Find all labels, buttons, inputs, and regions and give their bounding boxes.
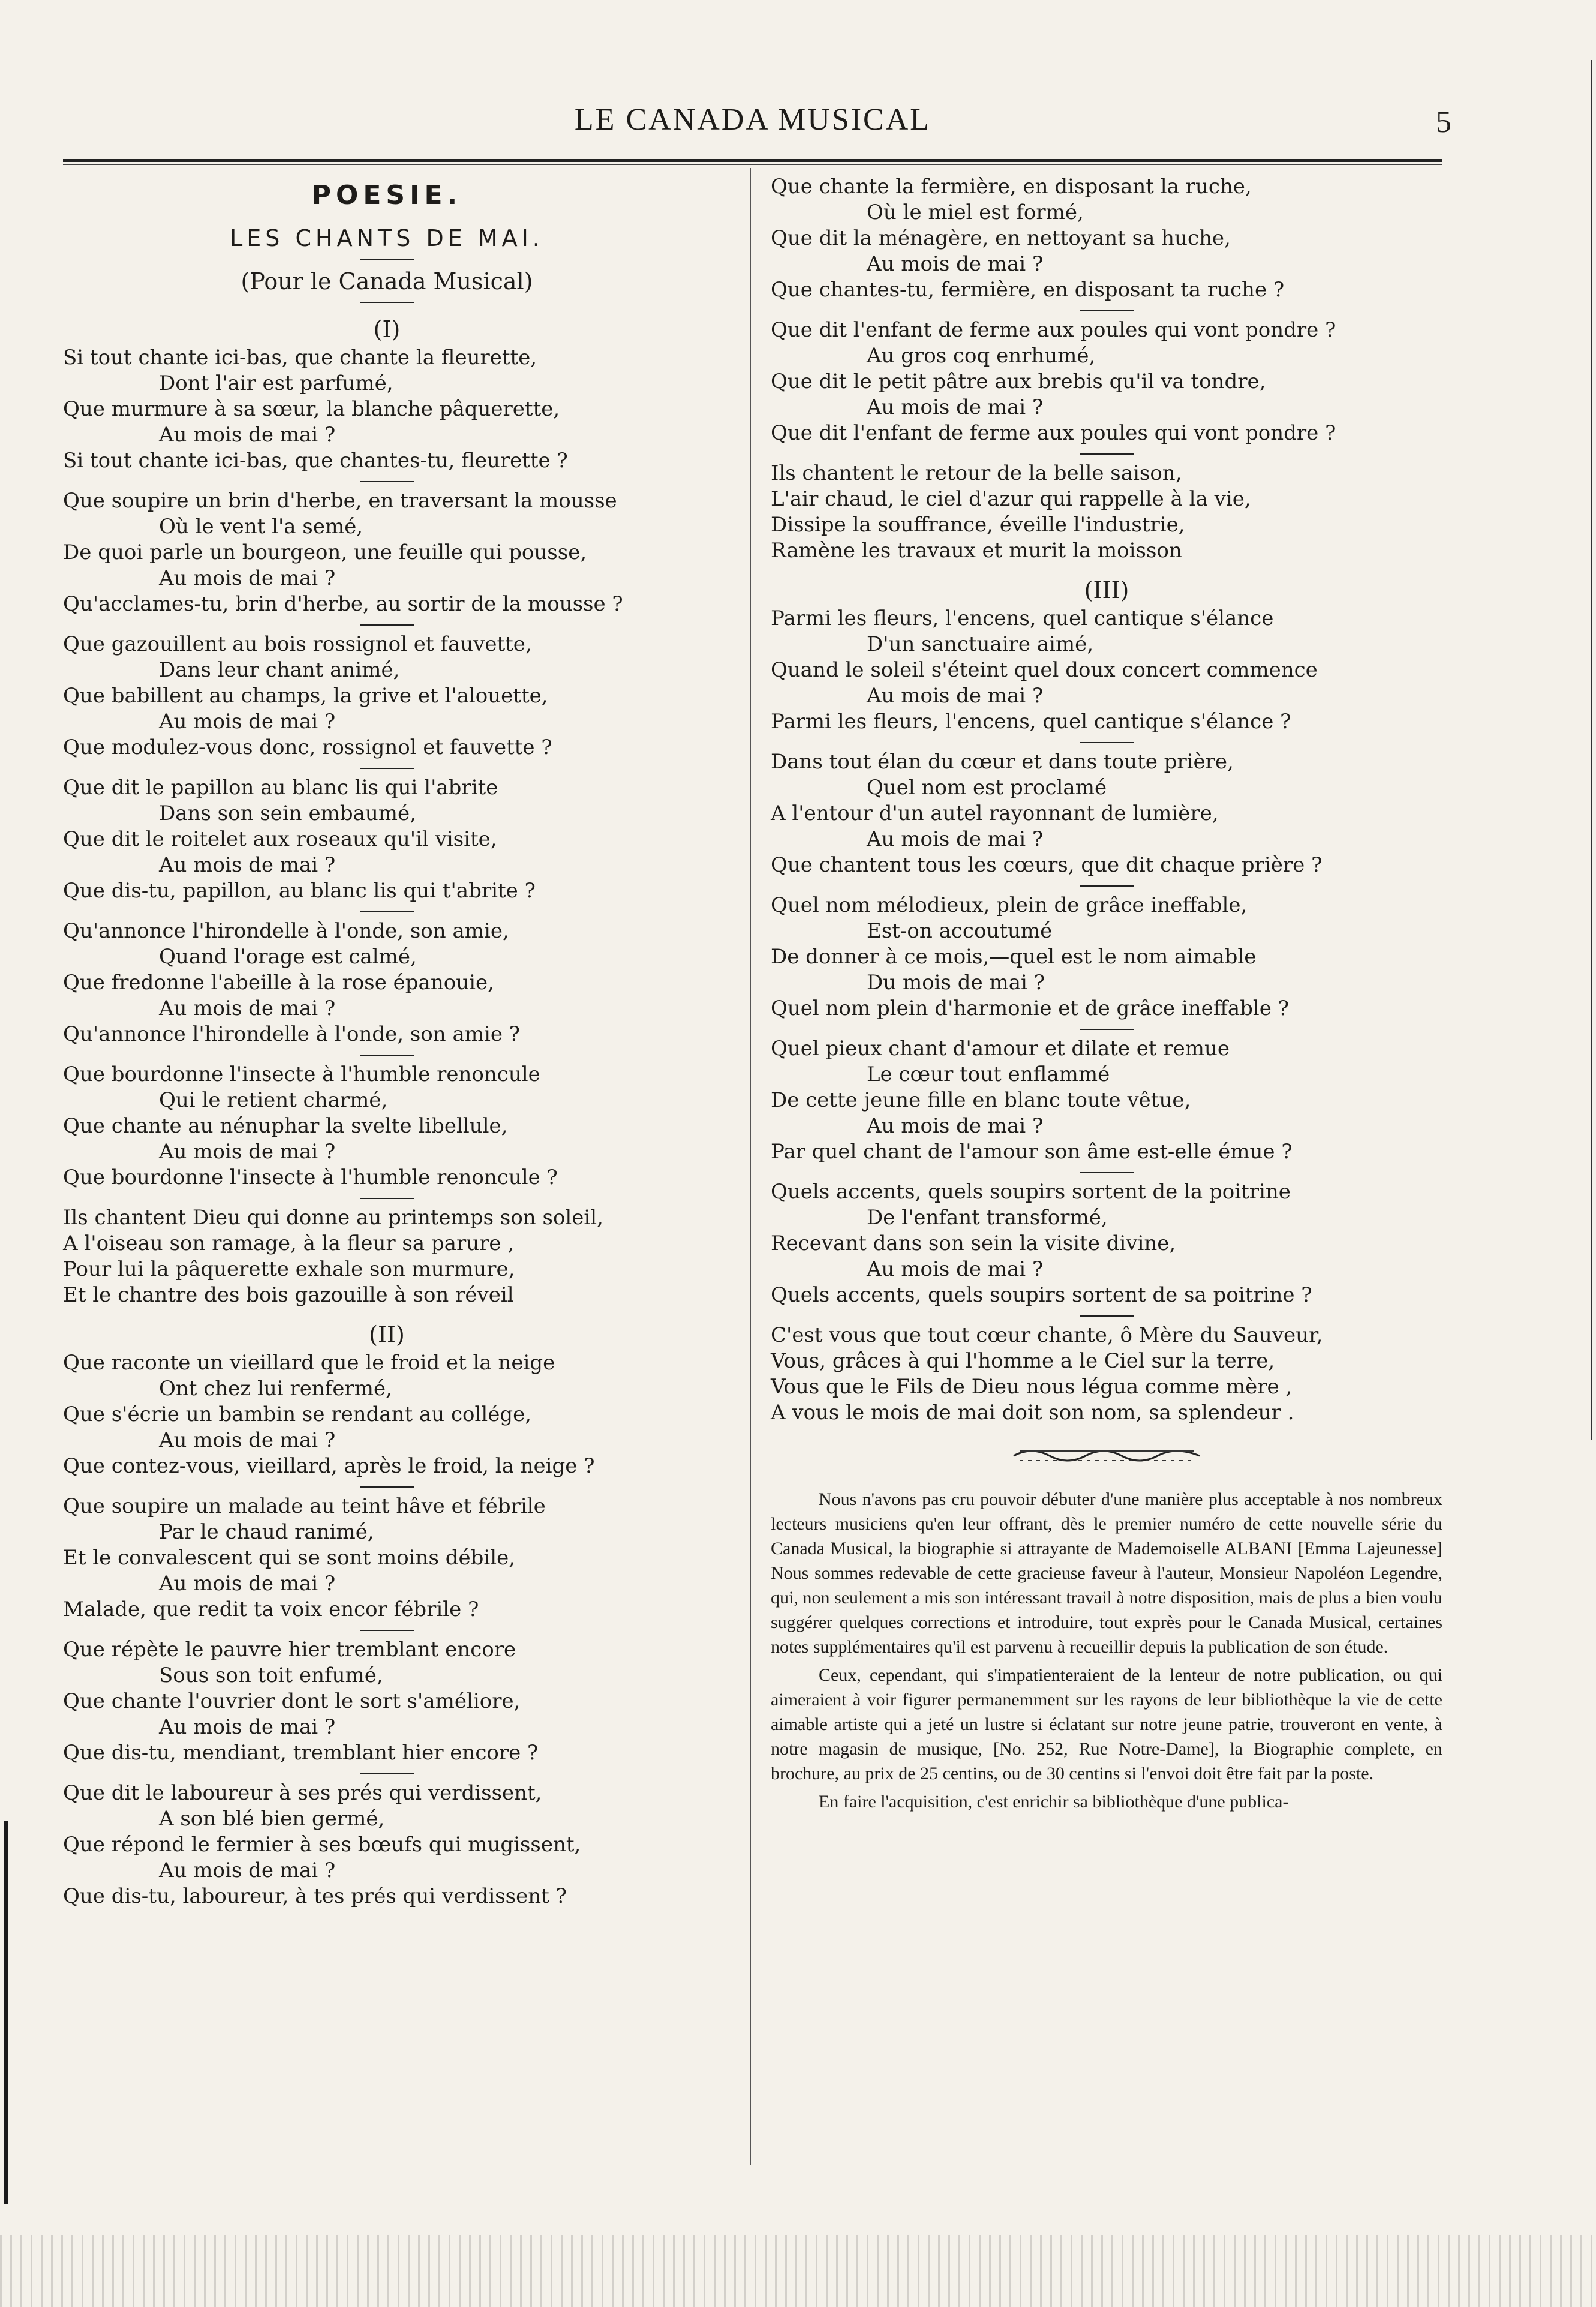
stanza-rule (1080, 310, 1134, 311)
verse-line: Qu'annonce l'hirondelle à l'onde, son amie ? (63, 1022, 521, 1046)
verse-line: Quel nom est proclamé (867, 776, 1107, 800)
verse-line: Quel nom plein d'harmonie et de grâce ineffable ? (771, 996, 1289, 1020)
verse-line: Que dis-tu, laboureur, à tes prés qui verdissent ? (63, 1884, 567, 1908)
section-title: POESIE. (311, 180, 462, 211)
verse-line: Quel pieux chant d'amour et dilate et remue (771, 1037, 1230, 1061)
verse-line: Que gazouillent au bois rossignol et fauvette, (63, 632, 532, 656)
margin-mark (4, 1821, 8, 2204)
stanza (771, 1179, 1442, 1308)
verse-line: Que dit le roitelet aux roseaux qu'il visite, (63, 827, 497, 851)
stanza (771, 1323, 1442, 1426)
page-number: 5 (1436, 105, 1451, 139)
stanza (771, 317, 1442, 446)
stanza (63, 488, 711, 617)
verse-line: Est-on accoutumé (867, 919, 1053, 943)
verse-line: Que s'écrie un bambin se rendant au collége, (63, 1402, 532, 1426)
verse-line: Qu'acclames-tu, brin d'herbe, au sortir de la mousse ? (63, 592, 623, 616)
verse-line: D'un sanctuaire aimé, (867, 632, 1094, 656)
page-edge-line (1591, 60, 1592, 1440)
prose-paragraph-2: Ceux, cependant, qui s'impatienteraient de la lenteur de notre publication, ou qui aimeraient à voir figurer permanemment sur les rayons de leur bibliothèque la vie de cette aimable artiste qui a jeté un lustre si éclatant sur notre jeune patrie, trouveront en vente, à notre magasin de musique, [No. 252, Rue Notre-Dame], la Biographie complete, en brochure, au prix de 25 centins, ou de 30 centins si l'envoi doit être fait par la poste. (771, 1665, 1442, 1783)
verse-line: Dans leur chant animé, (159, 658, 400, 682)
verse-line: Que dis-tu, mendiant, tremblant hier encore ? (63, 1741, 539, 1765)
verse-line: Quel nom mélodieux, plein de grâce ineffable, (771, 893, 1248, 917)
verse-line: Que chantent tous les cœurs, que dit chaque prière ? (771, 853, 1323, 877)
stanza (63, 1494, 711, 1623)
stanza-rule (360, 1630, 414, 1631)
header-rule-thin (63, 164, 1442, 165)
verse-line: Au mois de mai ? (159, 423, 336, 447)
verse-line: Que dit le papillon au blanc lis qui l'abrite (63, 776, 498, 800)
verse-line: Au mois de mai ? (159, 710, 336, 734)
verse-line: Au mois de mai ? (867, 252, 1044, 276)
ornament-icon (1008, 1443, 1206, 1469)
verse-line: Ils chantent Dieu qui donne au printemps son soleil, (63, 1206, 603, 1230)
stanza-rule (360, 1486, 414, 1488)
verse-line: Quels accents, quels soupirs sortent de sa poitrine ? (771, 1283, 1312, 1307)
stanza (63, 918, 711, 1047)
stanza-rule (1080, 453, 1134, 455)
verse-line: Que contez-vous, vieillard, après le froid, la neige ? (63, 1454, 595, 1478)
verse-line: Que dit l'enfant de ferme aux poules qui vont pondre ? (771, 421, 1336, 445)
verse-line: Que répète le pauvre hier tremblant encore (63, 1638, 516, 1662)
verse-line: Au mois de mai ? (159, 996, 336, 1020)
verse-line: Quand l'orage est calmé, (159, 945, 417, 969)
stanza-rule (360, 768, 414, 769)
verse-line: Au mois de mai ? (867, 1257, 1044, 1281)
verse-line: Que chante la fermière, en disposant la ruche, (771, 175, 1252, 199)
title-rule (360, 259, 414, 260)
verse-line: Sous son toit enfumé, (159, 1663, 383, 1687)
part-number-3: (III) (1084, 577, 1129, 603)
poem-title: LES CHANTS DE MAI. (230, 225, 544, 251)
verse-line: A l'entour d'un autel rayonnant de lumière, (771, 801, 1219, 825)
stanza (63, 1062, 711, 1191)
verse-line: Au mois de mai ? (867, 1114, 1044, 1138)
verse-line: A l'oiseau son ramage, à la fleur sa parure , (63, 1231, 515, 1255)
stanza-rule (360, 624, 414, 626)
stanza-rule (1080, 742, 1134, 743)
verse-line: Au mois de mai ? (159, 1140, 336, 1164)
stanza-group-3 (771, 606, 1442, 1426)
verse-line: Quels accents, quels soupirs sortent de la poitrine (771, 1180, 1291, 1204)
verse-line: Que soupire un brin d'herbe, en traversant la mousse (63, 489, 617, 513)
prose-paragraph-3: En faire l'acquisition, c'est enrichir sa bibliothèque d'une publica- (819, 1792, 1289, 1812)
stanza-group-2 (63, 1350, 711, 1909)
page-bottom-texture (0, 2235, 1596, 2307)
running-title: LE CANADA MUSICAL (574, 103, 931, 137)
verse-line: Et le convalescent qui se sont moins débile, (63, 1546, 516, 1570)
verse-line: Au mois de mai ? (159, 1428, 336, 1452)
stanza (63, 1637, 711, 1766)
verse-line: Ils chantent le retour de la belle saison, (771, 461, 1182, 485)
verse-line: De cette jeune fille en blanc toute vêtue, (771, 1088, 1191, 1112)
verse-line: Par le chaud ranimé, (159, 1520, 374, 1544)
verse-line: Que bourdonne l'insecte à l'humble renoncule ? (63, 1165, 558, 1189)
verse-line: Au mois de mai ? (159, 1572, 336, 1596)
editorial-note (771, 1487, 1442, 1814)
stanza (771, 606, 1442, 735)
verse-line: Parmi les fleurs, l'encens, quel cantique s'élance (771, 606, 1274, 630)
stanza-group-2b (771, 174, 1442, 564)
verse-line: Par quel chant de l'amour son âme est-elle émue ? (771, 1140, 1293, 1164)
verse-line: Recevant dans son sein la visite divine, (771, 1231, 1176, 1255)
stanza-rule (1080, 1029, 1134, 1030)
verse-line: Qui le retient charmé, (159, 1088, 388, 1112)
verse-line: Dans tout élan du cœur et dans toute prière, (771, 750, 1234, 774)
verse-line: Vous, grâces à qui l'homme a le Ciel sur la terre, (771, 1349, 1275, 1373)
part-number-2: (II) (369, 1321, 405, 1348)
verse-line: De quoi parle un bourgeon, une feuille qui pousse, (63, 540, 587, 564)
stanza (771, 893, 1442, 1022)
verse-line: De l'enfant transformé, (867, 1206, 1108, 1230)
stanza (63, 1350, 711, 1479)
stanza-rule (360, 911, 414, 912)
verse-line: Au mois de mai ? (867, 684, 1044, 708)
stanza (771, 749, 1442, 878)
verse-line: Ramène les travaux et murit la moisson (771, 539, 1182, 563)
verse-line: Au mois de mai ? (159, 566, 336, 590)
page-header (63, 102, 1451, 156)
verse-line: Au gros coq enrhumé, (867, 344, 1096, 368)
verse-line: Si tout chante ici-bas, que chantes-tu, fleurette ? (63, 449, 568, 473)
verse-line: Que chante au nénuphar la svelte libellule, (63, 1114, 508, 1138)
stanza-rule (1080, 885, 1134, 887)
verse-line: Parmi les fleurs, l'encens, quel cantique s'élance ? (771, 710, 1291, 734)
verse-line: Que fredonne l'abeille à la rose épanouie, (63, 971, 494, 995)
verse-line: Que babillent au champs, la grive et l'alouette, (63, 684, 548, 708)
verse-line: Où le vent l'a semé, (159, 515, 363, 539)
verse-line: Que raconte un vieillard que le froid et la neige (63, 1351, 555, 1375)
stanza (771, 461, 1442, 564)
verse-line: Que murmure à sa sœur, la blanche pâquerette, (63, 397, 560, 421)
verse-line: Pour lui la pâquerette exhale son murmure, (63, 1257, 515, 1281)
verse-line: Au mois de mai ? (867, 395, 1044, 419)
verse-line: C'est vous que tout cœur chante, ô Mère du Sauveur, (771, 1323, 1323, 1347)
verse-line: Du mois de mai ? (867, 971, 1045, 995)
verse-line: Dont l'air est parfumé, (159, 371, 393, 395)
stanza (63, 632, 711, 761)
verse-line: Que dit la ménagère, en nettoyant sa huche, (771, 226, 1231, 250)
verse-line: Que bourdonne l'insecte à l'humble renoncule (63, 1062, 540, 1086)
verse-line: Que dis-tu, papillon, au blanc lis qui t'abrite ? (63, 879, 536, 903)
verse-line: Malade, que redit ta voix encor fébrile ? (63, 1597, 479, 1621)
stanza-rule (360, 1198, 414, 1199)
stanza-rule (360, 1773, 414, 1774)
stanza (63, 1205, 711, 1308)
stanza-rule (1080, 1315, 1134, 1317)
stanza-rule (360, 481, 414, 482)
verse-line: Que répond le fermier à ses bœufs qui mugissent, (63, 1833, 581, 1857)
right-column (771, 174, 1442, 1814)
verse-line: A son blé bien germé, (159, 1807, 385, 1831)
stanza-rule (1080, 1172, 1134, 1173)
verse-line: Que chante l'ouvrier dont le sort s'améliore, (63, 1689, 521, 1713)
verse-line: Que dit l'enfant de ferme aux poules qui vont pondre ? (771, 318, 1336, 342)
verse-line: Où le miel est formé, (867, 200, 1084, 224)
stanza-rule (360, 1055, 414, 1056)
verse-line: Au mois de mai ? (159, 1715, 336, 1739)
verse-line: Que dit le petit pâtre aux brebis qu'il va tondre, (771, 370, 1266, 393)
verse-line: De donner à ce mois,—quel est le nom aimable (771, 945, 1257, 969)
verse-line: Ont chez lui renfermé, (159, 1377, 392, 1401)
verse-line: Au mois de mai ? (159, 1858, 336, 1882)
stanza (63, 1780, 711, 1909)
left-column (63, 174, 711, 1909)
dedication: (Pour le Canada Musical) (241, 268, 533, 295)
stanza (771, 1036, 1442, 1165)
verse-line: Vous que le Fils de Dieu nous légua comme mère , (771, 1375, 1293, 1399)
verse-line: Le cœur tout enflammé (867, 1062, 1110, 1086)
verse-line: Que chantes-tu, fermière, en disposant ta ruche ? (771, 278, 1285, 302)
ornament-divider (771, 1443, 1442, 1469)
stanza (63, 775, 711, 904)
verse-line: Et le chantre des bois gazouille à son réveil (63, 1283, 514, 1307)
verse-line: L'air chaud, le ciel d'azur qui rappelle à la vie, (771, 487, 1251, 511)
verse-line: Si tout chante ici-bas, que chante la fleurette, (63, 346, 537, 370)
prose-paragraph-1: Nous n'avons pas cru pouvoir débuter d'une manière plus acceptable à nos nombreux lecteurs musiciens qu'en leur offrant, dès le premier numéro de cette nouvelle série du Canada Musical, la biographie si attrayante de Mademoiselle ALBANI [Emma Lajeunesse] Nous sommes redevable de cette gracieuse faveur à l'auteur, Monsieur Napoléon Legendre, qui, non seulement a mis son intéressant travail à notre disposition, mais de plus a bien voulu suggérer quelques corrections et introduire, tout exprès pour le Canada Musical, certaines notes supplémentaires qu'il est parvenu à recueillir depuis la publication de son étude. (771, 1489, 1442, 1657)
verse-line: Que soupire un malade au teint hâve et fébrile (63, 1494, 546, 1518)
verse-line: Au mois de mai ? (159, 853, 336, 877)
verse-line: Que dit le laboureur à ses prés qui verdissent, (63, 1781, 542, 1805)
part-number-1: (I) (373, 316, 401, 343)
dedication-rule (360, 302, 414, 303)
verse-line: Dans son sein embaumé, (159, 801, 416, 825)
verse-line: A vous le mois de mai doit son nom, sa splendeur . (771, 1401, 1294, 1425)
verse-line: Dissipe la souffrance, éveille l'industrie, (771, 513, 1185, 537)
verse-line: Quand le soleil s'éteint quel doux concert commence (771, 658, 1318, 682)
verse-line: Au mois de mai ? (867, 827, 1044, 851)
stanza-group-1 (63, 345, 711, 1308)
verse-line: Que modulez-vous donc, rossignol et fauvette ? (63, 735, 552, 759)
verse-line: Qu'annonce l'hirondelle à l'onde, son amie, (63, 919, 509, 943)
column-divider (750, 168, 751, 2165)
stanza (63, 345, 711, 474)
header-rule (63, 159, 1442, 162)
stanza (771, 174, 1442, 303)
